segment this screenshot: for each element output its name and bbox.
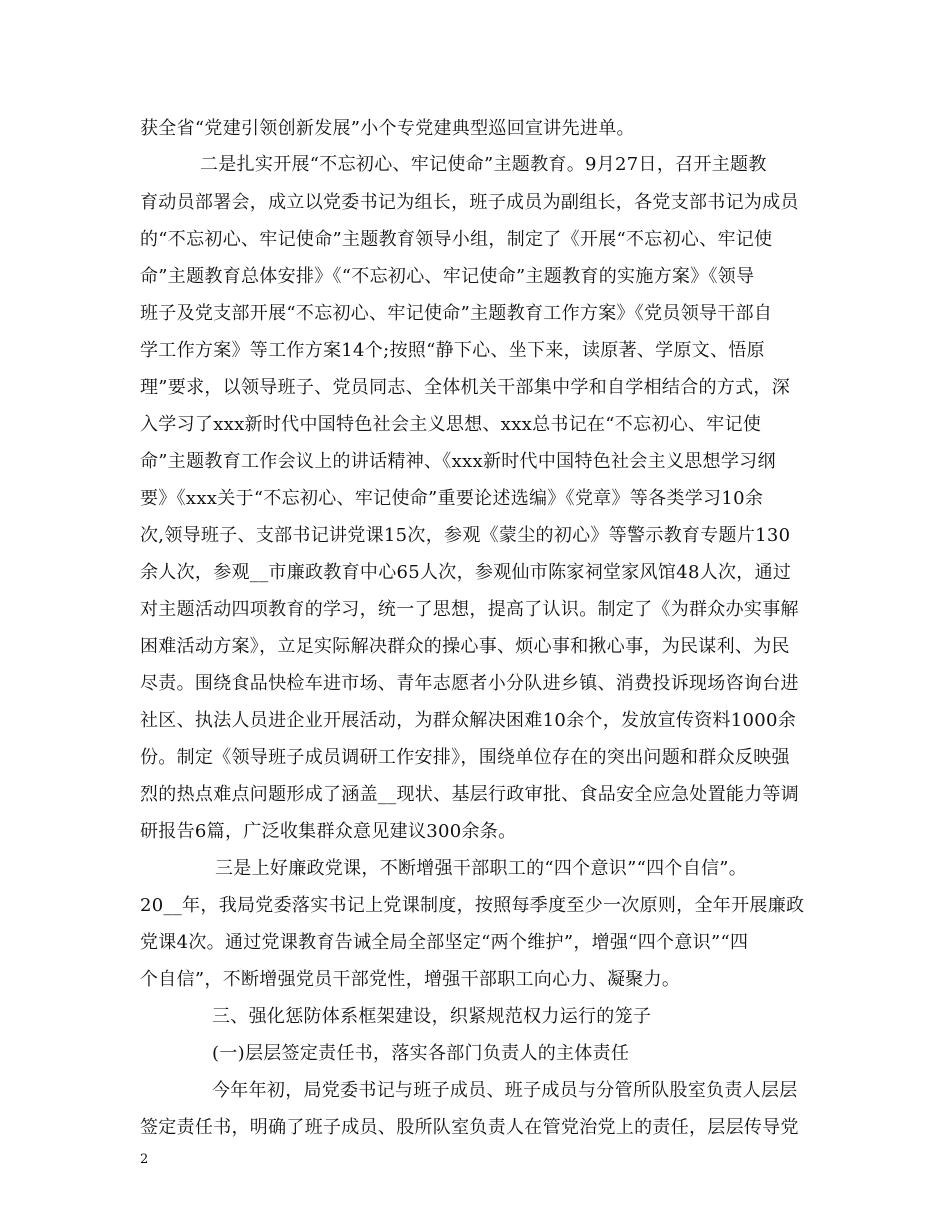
text-line-13: 余人次，参观__市廉政教育中心65人次，参观仙市陈家祠堂家风馆48人次，通过 (140, 562, 792, 583)
text-line-6: 班子及党支部开展“不忘初心、牢记使命”主题教育工作方案》《党员领导干部自 (140, 303, 773, 324)
text-line-23: 党课4次。通过党课教育告诫全局全部坚定“两个维护”，增强“四个意识”“四 (140, 932, 749, 953)
text-line-9: 入学习了xxx新时代中国特色社会主义思想、xxx总书记在“不忘初心、牢记使 (140, 414, 762, 435)
text-line-12: 次,领导班子、支部书记讲党课15次，参观《蒙尘的初心》等警示教育专题片130 (140, 525, 791, 546)
page-number: 2 (140, 1152, 149, 1167)
text-line-28: 签定责任书，明确了班子成员、股所队室负责人在管党治党上的责任，层层传导党 (140, 1117, 799, 1138)
subsection-heading: (一)层层签定责任书，落实各部门负责人的主体责任 (212, 1043, 630, 1064)
text-line-11: 要》《xxx关于“不忘初心、牢记使命”重要论述选编》《党章》等各类学习10余 (140, 488, 764, 509)
text-line-5: 命”主题教育总体安排》《“不忘初心、牢记使命”主题教育的实施方案》《领导 (140, 266, 755, 287)
text-line-4: 的“不忘初心、牢记使命”主题教育领导小组，制定了《开展“不忘初心、牢记使 (140, 229, 773, 250)
text-line-15: 困难活动方案》，立足实际解决群众的操心事、烦心事和揪心事，为民谋利、为民 (140, 636, 790, 657)
text-line-16: 尽责。围绕食品快检车进市场、青年志愿者小分队进乡镇、消费投诉现场咨询台进 (140, 673, 799, 694)
text-line-8: 理”要求，以领导班子、党员同志、全体机关干部集中学和自学相结合的方式，深 (140, 377, 790, 398)
text-line-10: 命”主题教育工作会议上的讲话精神、《xxx新时代中国特色社会主义思想学习纲 (140, 451, 776, 472)
text-line-2: 二是扎实开展“不忘初心、牢记使命”主题教育。9月27日，召开主题教 (200, 154, 767, 175)
text-line-18: 份。制定《领导班子成员调研工作安排》，围绕单位存在的突出问题和群众反映强 (140, 747, 790, 768)
text-line-7: 学工作方案》等工作方案14个;按照“静下心、坐下来，读原著、学原文、悟原 (140, 340, 765, 361)
text-line-27: 今年年初，局党委书记与班子成员、班子成员与分管所队股室负责人层层 (212, 1080, 798, 1101)
text-line-21: 三是上好廉政党课，不断增强干部职工的“四个意识”“四个自信”。 (215, 858, 748, 879)
text-line-20: 研报告6篇，广泛收集群众意见建议300余条。 (140, 821, 517, 842)
text-line-1: 获全省“党建引领创新发展”小个专党建典型巡回宣讲先进单。 (140, 118, 635, 139)
text-line-14: 对主题活动四项教育的学习，统一了思想，提高了认识。制定了《为群众办实事解 (140, 599, 799, 620)
text-line-19: 烈的热点难点问题形成了涵盖__现状、基层行政审批、食品安全应急处置能力等调 (140, 784, 800, 805)
text-line-3: 育动员部署会，成立以党委书记为组长，班子成员为副组长，各党支部书记为成员 (140, 192, 799, 213)
text-line-17: 社区、执法人员进企业开展活动，为群众解决困难10余个，发放宣传资料1000余 (140, 710, 797, 731)
text-line-22: 20__年，我局党委落实书记上党课制度，按照每季度至少一次原则，全年开展廉政 (140, 895, 805, 916)
text-line-24: 个自信”，不断增强党员干部党性，增强干部职工向心力、凝聚力。 (140, 969, 681, 990)
section-heading: 三、强化惩防体系框架建设，织紧规范权力运行的笼子 (212, 1006, 652, 1027)
